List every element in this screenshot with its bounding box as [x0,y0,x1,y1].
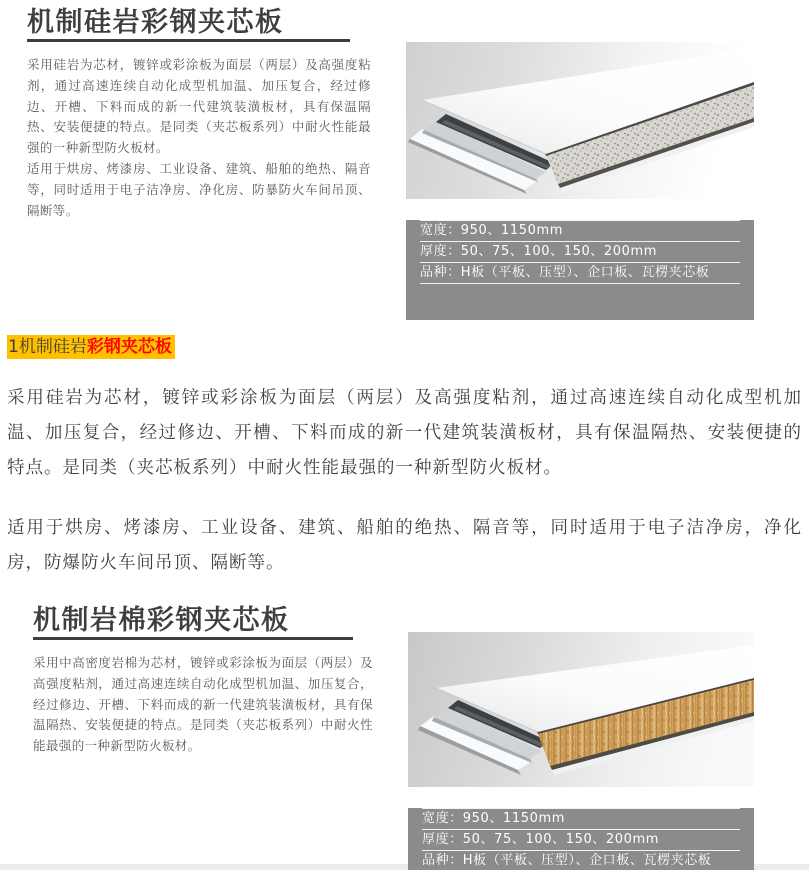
silicon-card-text [27,55,371,221]
rockwool-panel-image [408,632,754,787]
silicon-panel-photo [406,42,754,199]
article-paragraph-2: 适用于烘房、烤漆房、工业设备、建筑、船舶的绝热、隔音等，同时适用于电子洁净房，净化房，防爆防火车间吊顶、隔断等。 [7,518,802,573]
silicon-card-title: 机制硅岩彩钢夹芯板 [27,7,284,38]
spec-row-variety: 品种：H板（平板、压型）、企口板、瓦楞夹芯板 [420,262,740,284]
article-paragraph-1: 采用硅岩为芯材，镀锌或彩涂板为面层（两层）及高强度粘剂，通过高速连续自动化成型机加温、加压复合，经过修边、开槽、下料而成的新一代建筑装潢板材，具有保温隔热、安装便捷的特点。是同类（夹芯板系列）中耐火性能最强的一种新型防火板材。 [7,388,802,478]
rockwool-card-text [33,653,373,757]
silicon-panel-image [406,42,754,199]
spec-row-width: 宽度：950、1150mm [422,808,740,829]
heading-prefix: 1机制硅岩 [8,337,87,357]
spec-row-thickness: 厚度：50、75、100、150、200mm [420,241,740,262]
rockwool-card-title: 机制岩棉彩钢夹芯板 [33,605,290,636]
silicon-card-description: 采用硅岩为芯材，镀锌或彩涂板为面层（两层）及高强度粘剂，通过高速连续自动化成型机加温、加压复合，经过修边、开槽、下料而成的新一代建筑装潢板材，具有保温隔热、安装便捷的特点。是同类（夹芯板系列）中耐火性能最强的一种新型防火板材。 [27,57,371,156]
heading-emphasis-red: 彩钢夹芯板 [86,337,172,357]
spec-row-thickness: 厚度：50、75、100、150、200mm [422,829,740,850]
silicon-spec-box [406,220,754,320]
spec-row-width: 宽度：950、1150mm [420,220,740,241]
spec-row-variety: 品种：H板（平板、压型）、企口板、瓦楞夹芯板 [422,850,740,870]
title-underline [27,39,350,42]
article-heading-highlight [7,335,175,359]
rockwool-panel-photo [408,632,754,787]
silicon-card-application: 适用于烘房、烤漆房、工业设备、建筑、船舶的绝热、隔音等，同时适用于电子洁净房、净化房、防暴防火车间吊顶、隔断等。 [27,160,371,218]
rockwool-card-description: 采用中高密度岩棉为芯材，镀锌或彩涂板为面层（两层）及高强度粘剂，通过高速连续自动化成型机加温、加压复合，经过修边、开槽、下料而成的新一代建筑装潢板材，具有保温隔热、安装便捷的特点。是同类（夹芯板系列）中耐火性能最强的一种新型防火板材。 [33,655,373,754]
rockwool-spec-box [408,808,754,870]
silicon-panel-figure [406,42,754,320]
title-underline [33,637,353,640]
rockwool-panel-figure [408,632,754,870]
